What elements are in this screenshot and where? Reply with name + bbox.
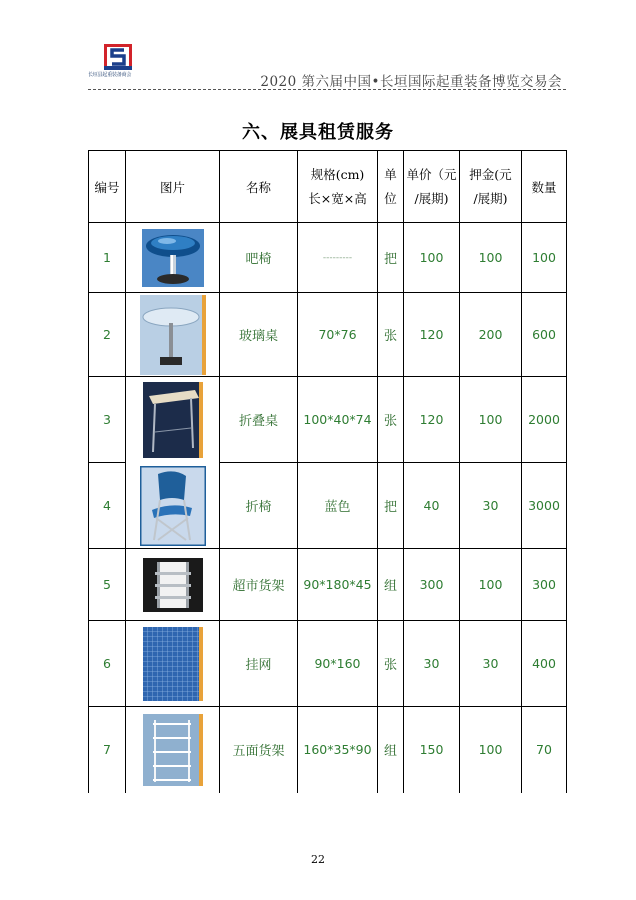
association-logo — [88, 44, 150, 82]
bar-stool-icon — [142, 229, 204, 287]
wire-grid-panel-icon — [143, 627, 203, 701]
cell-id: 2 — [89, 293, 126, 377]
cell-deposit: 30 — [460, 463, 522, 549]
rental-table — [88, 150, 567, 793]
page-number: 22 — [311, 853, 325, 866]
cell-id: 5 — [89, 549, 126, 621]
cell-id: 6 — [89, 621, 126, 707]
cell-qty: 600 — [522, 293, 567, 377]
cell-price: 300 — [404, 549, 460, 621]
cell-image — [126, 463, 220, 549]
table-row — [89, 621, 567, 707]
cell-qty: 400 — [522, 621, 567, 707]
cell-name: 折叠桌 — [220, 377, 298, 463]
cell-deposit: 200 — [460, 293, 522, 377]
col-header-spec-line2: 长×宽×高 — [308, 190, 367, 206]
col-header-price — [404, 151, 460, 223]
cell-image — [126, 707, 220, 793]
cell-spec: 90*180*45 — [298, 549, 378, 621]
table-row — [89, 293, 567, 377]
cell-qty: 100 — [522, 223, 567, 293]
folding-table-icon — [143, 382, 203, 458]
cell-spec: 蓝色 — [298, 463, 378, 549]
glass-table-icon — [140, 295, 206, 375]
cell-spec: 160*35*90 — [298, 707, 378, 793]
cell-spec: 70*76 — [298, 293, 378, 377]
col-header-deposit — [460, 151, 522, 223]
table-row — [89, 223, 567, 293]
logo-text: 长垣县起重装备商会 — [88, 72, 132, 78]
col-header-id: 编号 — [89, 151, 126, 223]
table-row — [89, 549, 567, 621]
cell-id: 3 — [89, 377, 126, 463]
cell-unit: 张 — [378, 377, 404, 463]
cell-qty: 2000 — [522, 377, 567, 463]
table-row — [89, 707, 567, 793]
header-divider — [88, 89, 566, 90]
wire-shelf-rack-icon — [143, 714, 203, 786]
cell-id: 7 — [89, 707, 126, 793]
cell-image — [126, 549, 220, 621]
cell-image — [126, 621, 220, 707]
cell-spec: 90*160 — [298, 621, 378, 707]
cell-price: 100 — [404, 223, 460, 293]
cell-unit: 把 — [378, 223, 404, 293]
col-header-deposit-line2: /展期) — [473, 190, 508, 206]
cell-price: 150 — [404, 707, 460, 793]
cell-id: 1 — [89, 223, 126, 293]
cell-unit: 把 — [378, 463, 404, 549]
cell-image — [126, 377, 220, 463]
cell-name: 超市货架 — [220, 549, 298, 621]
cell-name: 吧椅 — [220, 223, 298, 293]
col-header-price-line1: 单价（元 — [406, 166, 457, 182]
cell-deposit: 100 — [460, 223, 522, 293]
col-header-qty: 数量 — [522, 151, 567, 223]
col-header-deposit-line1: 押金(元 — [469, 166, 512, 182]
cell-deposit: 100 — [460, 549, 522, 621]
cell-name: 五面货架 — [220, 707, 298, 793]
col-header-name: 名称 — [220, 151, 298, 223]
folding-chair-icon — [140, 466, 206, 546]
cell-unit: 张 — [378, 621, 404, 707]
section-title: 六、展具租赁服务 — [242, 122, 394, 143]
cell-id: 4 — [89, 463, 126, 549]
col-header-unit-line1: 单 — [384, 166, 397, 182]
cell-deposit: 30 — [460, 621, 522, 707]
cell-name: 挂网 — [220, 621, 298, 707]
cell-price: 40 — [404, 463, 460, 549]
cell-qty: 300 — [522, 549, 567, 621]
cell-unit: 张 — [378, 293, 404, 377]
cell-price: 30 — [404, 621, 460, 707]
col-header-unit-line2: 位 — [384, 190, 397, 206]
cell-spec: --------- — [298, 223, 378, 293]
col-header-spec-line1: 规格(cm) — [310, 166, 365, 182]
cell-unit: 组 — [378, 707, 404, 793]
cell-unit: 组 — [378, 549, 404, 621]
supermarket-shelf-icon — [143, 558, 203, 612]
col-header-price-line2: /展期) — [414, 190, 449, 206]
table-row — [89, 463, 567, 549]
cell-image — [126, 293, 220, 377]
cell-deposit: 100 — [460, 707, 522, 793]
cell-name: 折椅 — [220, 463, 298, 549]
cell-deposit: 100 — [460, 377, 522, 463]
col-header-unit — [378, 151, 404, 223]
col-header-spec — [298, 151, 378, 223]
cell-image — [126, 223, 220, 293]
table-row — [89, 377, 567, 463]
logo-mark-icon — [104, 44, 132, 70]
cell-price: 120 — [404, 293, 460, 377]
cell-spec: 100*40*74 — [298, 377, 378, 463]
table-header-row — [89, 151, 567, 223]
cell-qty: 3000 — [522, 463, 567, 549]
col-header-image: 图片 — [126, 151, 220, 223]
cell-price: 120 — [404, 377, 460, 463]
cell-name: 玻璃桌 — [220, 293, 298, 377]
cell-qty: 70 — [522, 707, 567, 793]
header-title: 2020 第六届中国•长垣国际起重装备博览交易会 — [260, 74, 562, 90]
